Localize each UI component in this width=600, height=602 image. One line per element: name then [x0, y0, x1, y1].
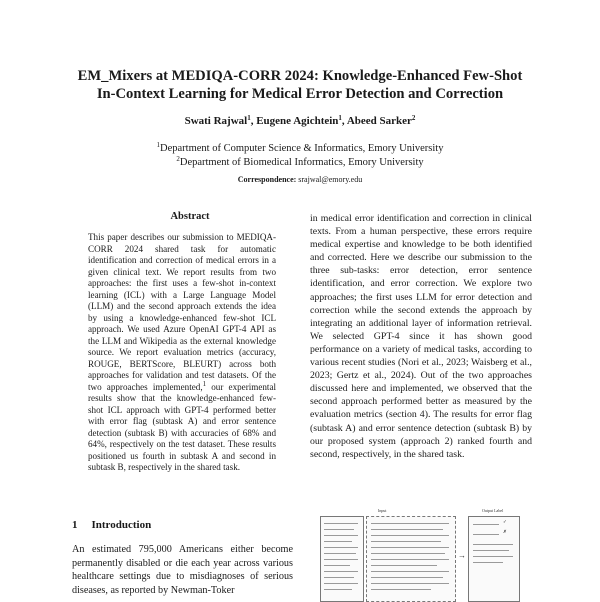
affiliation-1: [60, 142, 540, 155]
abstract-heading: Abstract: [170, 211, 210, 222]
author-list: Swati Rajwal$^1$, Eugene Agichtein$^1$, Abeed Sarker$^2$: [184, 114, 416, 127]
affiliation-text: Department of Computer Science & Informatics, Emory University: [160, 143, 444, 154]
author-affiliation-mark: 2: [411, 114, 416, 122]
abstract-body: [88, 232, 276, 474]
affiliation-text: Department of Biomedical Informatics, Emory University: [179, 157, 424, 168]
check-icon: ✓: [503, 519, 507, 524]
author-affiliation-mark: 1: [338, 114, 342, 122]
footnote-mark[interactable]: 1: [202, 379, 207, 388]
figure-arrow-icon: →: [458, 551, 466, 560]
abstract-text-continued: our experimental results show that the knowledge-enhanced few-shot ICL approach with GPT-4 performed better with error flag (subtask A) and error sentence detection (subtask B) with accuracies of 68% and 64%, respectively on the test dataset. These results positioned us fourth in subtask A and second in subtask B, respectively in the shared task.: [88, 381, 277, 472]
figure-input-box-left: [320, 516, 364, 602]
cross-icon: ✗: [503, 529, 507, 534]
section-title: Introduction: [91, 519, 152, 531]
affiliation-mark: 2: [176, 155, 180, 163]
paper-title: [60, 68, 540, 103]
section-number: 1: [72, 519, 78, 531]
abstract-text: This paper describes our submission to MEDIQA-CORR 2024 shared task for automatic identification and correction of medical errors in a given clinical text. We report results from two approaches: the first uses a few-shot in-context learning (ICL) with a Large Language Model (LLM) and the second approach extends the idea by using a knowledge-enhanced few-shot ICL approach. We used Azure OpenAI GPT-4 API as the LLM and Wikipedia as the external knowledge source. We report evaluation metrics (accuracy, ROUGE, BERTScore, BLEURT) across both approaches for validation and test datasets. Of the two approaches implemented,: [88, 232, 276, 392]
correspondence-label: Correspondence:: [237, 175, 297, 184]
figure-output-label: Output Label: [482, 508, 504, 513]
author-name: Swati Rajwal: [184, 115, 248, 127]
introduction-paragraph: An estimated 795,000 Americans either become permanently disabled or die each year across various healthcare settings due to misdiagnoses of serious diseases, as reported by Newman-Toker: [72, 544, 293, 596]
figure-input-label: Input: [378, 508, 387, 513]
author-name: Abeed Sarker: [346, 115, 412, 127]
author-affiliation-mark: 1: [247, 114, 251, 122]
title-line-1: EM_Mixers at MEDIQA-CORR 2024: Knowledge-Enhanced Few-Shot: [77, 68, 523, 84]
affiliation-2: [60, 156, 540, 169]
correspondence-email[interactable]: srajwal@emory.edu: [298, 175, 363, 184]
introduction-heading: [72, 519, 165, 531]
right-column-text: in medical error identification and correction in clinical texts. From a human perspective, these errors require medical expertise and knowledge to be both identified and corrected. Here we describe our submission to the three sub-tasks: error detection, error sentence identification, and error correction. We explore two approaches; the first uses LLM for error detection and correction while the second extends the approach by integrating an additional layer of information retrieval. We selected GPT-4 since it has shown good performance on a variety of medical tasks, according to various recent studies (Nori et al., 2023; Waisberg et al., 2023; Gertz et al., 2024). Out of the two approaches discussed here and implemented, we observed that the second approach performed better as measured by the evaluation metrics (section 4). The results for error flag (subtask A) and error sentence detection (subtask B) by our proposed system (approach 2) ranked fourth and second, respectively, in the shared task.: [310, 213, 532, 460]
figure-input-box-main: [366, 516, 456, 602]
affiliation-mark: 1: [156, 141, 161, 149]
title-line-2: In-Context Learning for Medical Error Detection and Correction: [96, 85, 504, 102]
correspondence-line: [60, 175, 540, 184]
pipeline-figure: [310, 508, 532, 600]
figure-output-box: [468, 516, 520, 602]
author-name: Eugene Agichtein: [256, 115, 339, 127]
